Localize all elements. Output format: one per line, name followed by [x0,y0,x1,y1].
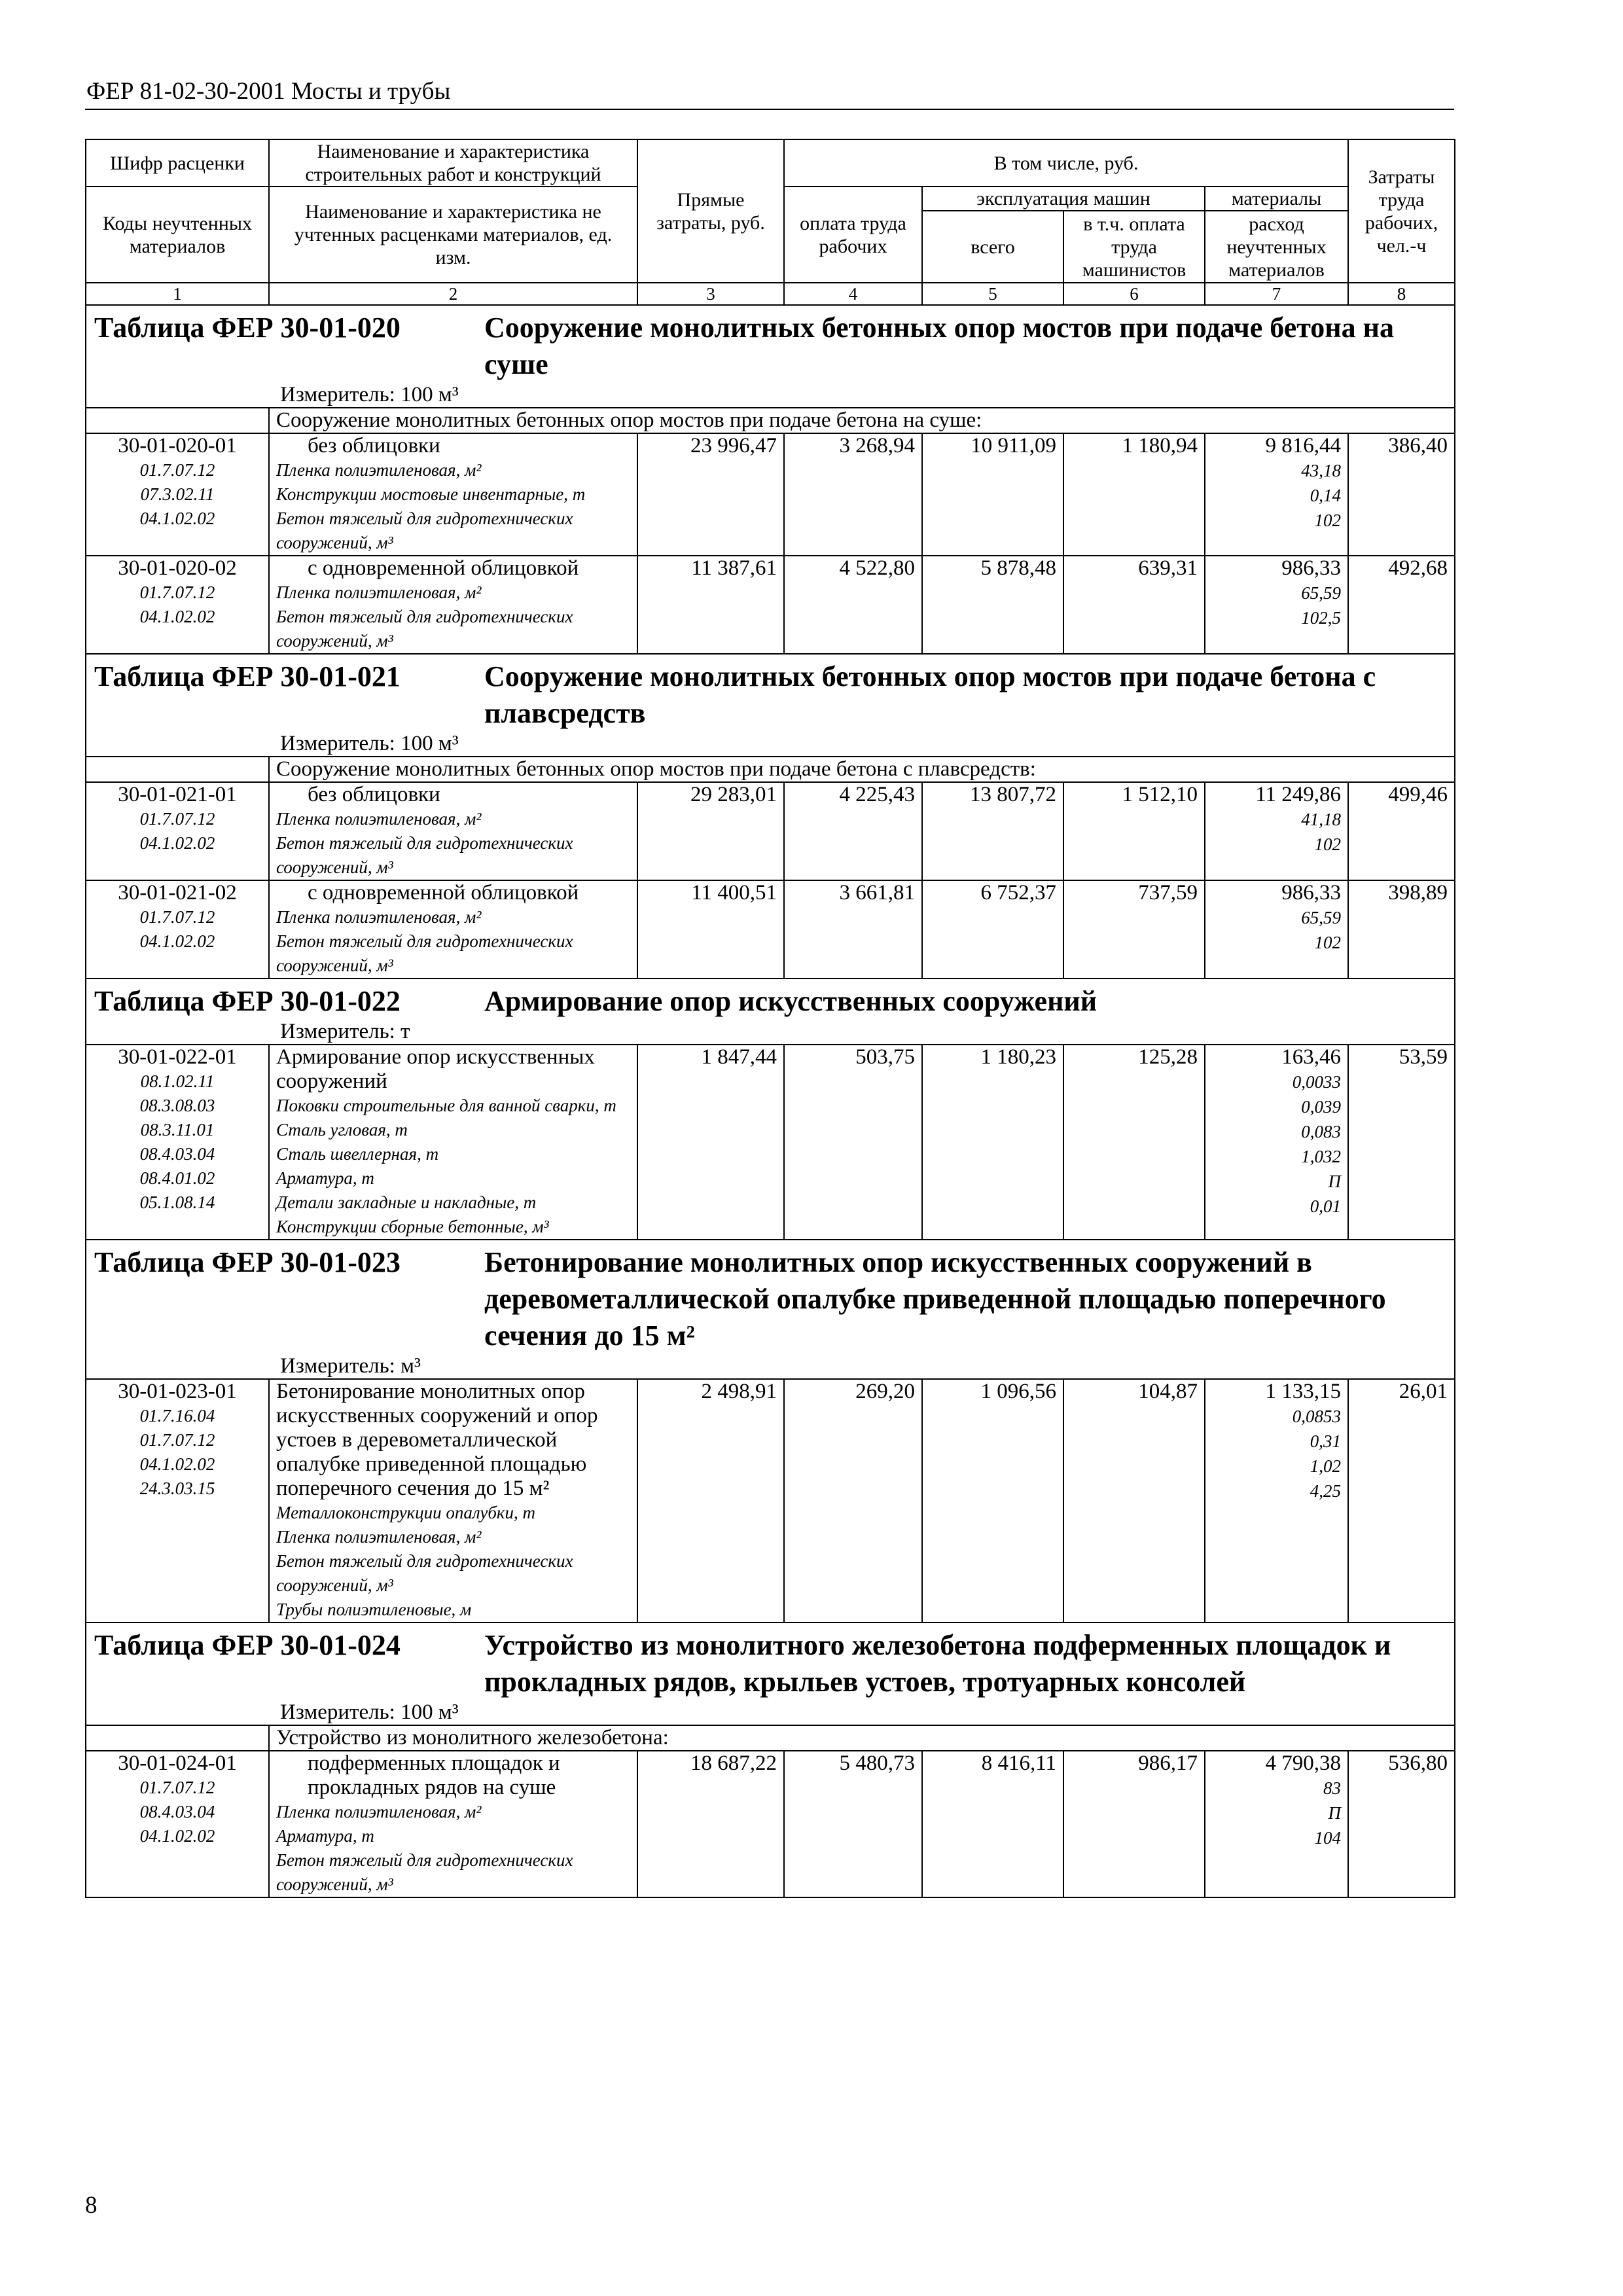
measure-unit: Измеритель: 100 м³ [280,383,459,406]
machinists-wages: 986,17 [1063,1751,1205,1897]
material-qty-line [1212,1094,1341,1119]
col-number: 5 [922,283,1063,305]
material-qty: 83 [1323,1778,1342,1798]
col-machines-header: эксплуатация машин [922,187,1205,211]
group-empty-cell [86,757,269,782]
col-number: 1 [86,283,269,305]
rate-name-cell [269,1045,637,1240]
material-qty-line [1212,1169,1341,1194]
group-row [86,1725,1455,1751]
materials-cost: 4 790,38 [1265,1751,1342,1775]
section-title-row [86,1240,1455,1354]
material-name: Трубы полиэтиленовые, м [276,1600,472,1619]
measure-unit: Измеритель: м³ [280,1354,421,1378]
material-name: Пленка полиэтиленовая, м² [276,1802,482,1821]
material-name: Бетон тяжелый для гидротехнических сооружений, м³ [276,931,573,975]
rate-name-cell [269,1379,637,1623]
machinists-wages: 104,87 [1063,1379,1205,1623]
rate-code-cell [86,556,269,654]
material-qty: 65,59 [1301,908,1342,927]
material-qty: 0,0033 [1292,1072,1342,1092]
material-name: Бетон тяжелый для гидротехнических сооружений, м³ [276,833,573,877]
material-code: 01.7.07.12 [139,907,215,927]
material-qty: 0,083 [1301,1122,1342,1141]
direct-cost: 11 400,51 [637,880,784,978]
materials-cost: 986,33 [1281,556,1342,580]
material-code: 24.3.03.15 [139,1479,215,1498]
material-name: Сталь швеллерная, т [276,1144,439,1164]
measure-cell [86,1700,1455,1725]
material-code: 04.1.02.02 [139,607,215,626]
materials-cost: 9 816,44 [1265,434,1342,457]
wages-cost: 5 480,73 [784,1751,922,1897]
labor-cost: 53,59 [1348,1045,1455,1240]
wages-cost: 503,75 [784,1045,922,1240]
col-materials-header: материалы [1205,187,1348,211]
rate-row [86,433,1455,556]
rate-name: подферменных площадок и прокладных рядов на суше [308,1751,560,1799]
rate-row [86,1045,1455,1240]
rate-name: без облицовки [308,783,440,806]
group-label: Сооружение монолитных бетонных опор мостов при подаче бетона с плавсредств: [269,757,1455,782]
machinists-wages: 737,59 [1063,880,1205,978]
material-qty: 0,14 [1310,486,1342,505]
section-title-cell [86,978,1455,1020]
table-header [86,139,1455,305]
rate-code-cell [86,782,269,880]
material-code: 01.7.16.04 [139,1406,215,1426]
material-qty-line [1212,930,1341,955]
col-labor-header: Затраты труда рабочих, чел.-ч [1348,139,1455,283]
section-title-row [86,978,1455,1020]
rate-name-cell [269,880,637,978]
table-title: Устройство из монолитного железобетона подферменных площадок и прокладных рядов, крыльев устоев, тротуарных консолей [484,1629,1391,1698]
direct-cost: 1 847,44 [637,1045,784,1240]
material-qty-line [1212,1479,1341,1503]
materials-cost-cell [1205,1751,1348,1897]
section-title-row [86,654,1455,732]
material-qty-line [1212,1454,1341,1479]
rate-code-cell [86,1379,269,1623]
measure-unit: Измеритель: 100 м³ [280,1700,459,1724]
material-name: Металлоконструкции опалубки, т [276,1503,536,1522]
material-qty: 104 [1314,1828,1342,1848]
measure-unit: Измеритель: 100 м³ [280,732,459,755]
materials-cost-cell [1205,782,1348,880]
rate-code: 30-01-023-01 [118,1380,237,1403]
machines-cost: 5 878,48 [922,556,1063,654]
material-code: 04.1.02.02 [139,931,215,951]
material-name: Пленка полиэтиленовая, м² [276,583,482,602]
wages-cost: 4 225,43 [784,782,922,880]
rates-table [85,139,1455,1898]
measure-unit: Измеритель: т [280,1020,410,1043]
header-rule [85,109,1454,110]
col-mach-total-header: всего [922,211,1063,283]
direct-cost: 2 498,91 [637,1379,784,1623]
material-qty: 41,18 [1301,810,1342,829]
rate-row [86,1379,1455,1623]
material-qty-line [1212,905,1341,930]
material-code: 01.7.07.12 [139,1430,215,1450]
wages-cost: 3 268,94 [784,433,922,556]
material-code: 08.1.02.11 [140,1071,215,1091]
rate-name: Армирование опор искусственных сооружений [276,1045,595,1093]
material-qty: 1,02 [1310,1456,1342,1476]
material-qty-line [1212,1194,1341,1219]
labor-cost: 386,40 [1348,433,1455,556]
section-title-row [86,305,1455,383]
materials-cost: 11 249,86 [1255,783,1342,806]
section-heading [94,983,1446,1020]
rate-name: с одновременной облицовкой [308,556,579,580]
col-matname-header: Наименование и характеристика не учтенных расценками материалов, ед. изм. [269,187,637,283]
table-title: Сооружение монолитных бетонных опор мостов при подаче бетона с плавсредств [484,660,1376,729]
col-number: 3 [637,283,784,305]
material-code: 08.4.01.02 [139,1168,215,1188]
wages-cost: 269,20 [784,1379,922,1623]
table-title: Армирование опор искусственных сооружений [484,985,1097,1017]
rate-name-cell [269,782,637,880]
materials-cost: 1 133,15 [1265,1380,1342,1403]
labor-cost: 492,68 [1348,556,1455,654]
section-title-cell [86,654,1455,732]
machinists-wages: 1 512,10 [1063,782,1205,880]
materials-cost-cell [1205,1045,1348,1240]
section-heading [94,658,1446,732]
material-code: 08.3.08.03 [139,1096,215,1115]
material-qty: 65,59 [1301,583,1342,603]
col-incl-header: В том числе, руб. [784,139,1348,187]
rate-name: с одновременной облицовкой [308,881,579,905]
machinists-wages: 1 180,94 [1063,433,1205,556]
material-name: Бетон тяжелый для гидротехнических сооружений, м³ [276,1551,573,1595]
section-title-cell [86,1240,1455,1354]
measure-cell [86,732,1455,757]
table-title: Сооружение монолитных бетонных опор мостов при подаче бетона на суше [484,312,1394,380]
rate-name: без облицовки [308,434,440,457]
col-number: 6 [1063,283,1205,305]
material-qty-line [1212,458,1341,483]
measure-row [86,1354,1455,1379]
material-code: 01.7.07.12 [139,460,215,480]
labor-cost: 398,89 [1348,880,1455,978]
material-name: Поковки строительные для ванной сварки, т [276,1096,616,1115]
machines-cost: 10 911,09 [922,433,1063,556]
col-name-header: Наименование и характеристика строительных работ и конструкций [269,139,637,187]
measure-cell [86,383,1455,408]
material-qty: 0,31 [1310,1431,1342,1451]
material-name: Пленка полиэтиленовая, м² [276,907,482,927]
col-matcode-header: Коды неучтенных материалов [86,187,269,283]
col-mach-wages-header: в т.ч. оплата труда машинистов [1063,211,1205,283]
direct-cost: 11 387,61 [637,556,784,654]
material-name: Конструкции сборные бетонные, м³ [276,1217,549,1236]
page-number: 8 [85,2192,98,2219]
materials-cost-cell [1205,1379,1348,1623]
material-qty-line [1212,605,1341,630]
machines-cost: 8 416,11 [922,1751,1063,1897]
section-title-cell [86,1623,1455,1700]
rate-code: 30-01-022-01 [118,1045,237,1069]
material-qty: 4,25 [1310,1481,1342,1501]
measure-cell [86,1020,1455,1045]
table-label: Таблица ФЕР 30-01-022 [94,985,401,1017]
material-name: Пленка полиэтиленовая, м² [276,809,482,829]
machines-cost: 6 752,37 [922,880,1063,978]
direct-cost: 18 687,22 [637,1751,784,1897]
group-label: Сооружение монолитных бетонных опор мостов при подаче бетона на суше: [269,408,1455,433]
col-mat-sub-header: расход неучтенных материалов [1205,211,1348,283]
col-number: 8 [1348,283,1455,305]
material-name: Детали закладные и накладные, т [276,1193,537,1212]
table-label: Таблица ФЕР 30-01-021 [94,660,401,692]
rate-code: 30-01-020-02 [118,556,237,580]
rate-code-cell [86,1751,269,1897]
machines-cost: 1 180,23 [922,1045,1063,1240]
labor-cost: 499,46 [1348,782,1455,880]
material-qty-line [1212,1429,1341,1454]
col-direct-header: Прямые затраты, руб. [637,139,784,283]
rate-row [86,1751,1455,1897]
material-qty-line [1212,581,1341,605]
material-qty: 102 [1314,834,1342,854]
rate-code: 30-01-024-01 [118,1751,237,1775]
col-code-header: Шифр расценки [86,139,269,187]
material-code: 04.1.02.02 [139,1454,215,1474]
material-qty: П [1328,1803,1342,1823]
material-name: Арматура, т [276,1826,374,1846]
machines-cost: 13 807,72 [922,782,1063,880]
material-qty-line [1212,483,1341,508]
rate-code-cell [86,433,269,556]
measure-cell [86,1354,1455,1379]
material-qty: 102,5 [1301,608,1342,628]
measure-row [86,383,1455,408]
group-row [86,408,1455,433]
material-code: 04.1.02.02 [139,509,215,528]
measure-row [86,1700,1455,1725]
material-name: Конструкции мостовые инвентарные, т [276,484,586,504]
col-number: 4 [784,283,922,305]
material-qty-line [1212,1404,1341,1429]
wages-cost: 4 522,80 [784,556,922,654]
table-body [86,305,1455,1897]
labor-cost: 536,80 [1348,1751,1455,1897]
group-label: Устройство из монолитного железобетона: [269,1725,1455,1751]
measure-row [86,732,1455,757]
material-code: 08.3.11.01 [140,1120,215,1139]
group-row [86,757,1455,782]
material-code: 05.1.08.14 [139,1193,215,1212]
rate-name-cell [269,433,637,556]
table-label: Таблица ФЕР 30-01-020 [94,312,401,344]
material-code: 01.7.07.12 [139,1778,215,1797]
wages-cost: 3 661,81 [784,880,922,978]
material-qty-line [1212,1776,1341,1801]
material-qty: 43,18 [1301,461,1342,480]
material-qty: П [1328,1172,1342,1191]
material-qty: 102 [1314,933,1342,952]
table-label: Таблица ФЕР 30-01-023 [94,1246,401,1278]
materials-cost-cell [1205,556,1348,654]
material-name: Бетон тяжелый для гидротехнических сооружений, м³ [276,607,573,651]
rate-code-cell [86,1045,269,1240]
group-empty-cell [86,408,269,433]
material-code: 04.1.02.02 [139,833,215,853]
material-qty-line [1212,832,1341,857]
materials-cost: 163,46 [1281,1045,1342,1069]
section-title-cell [86,305,1455,383]
material-qty-line [1212,508,1341,533]
material-qty-line [1212,1144,1341,1169]
section-heading [94,1244,1446,1354]
material-code: 04.1.02.02 [139,1826,215,1846]
material-qty: 0,039 [1301,1097,1342,1117]
material-code: 01.7.07.12 [139,809,215,829]
material-qty-line [1212,1069,1341,1094]
rate-name: Бетонирование монолитных опор искусственных сооружений и опор устоев в деревометаллической опалубке приведенной площадью поперечного сечения до 15 м² [276,1380,598,1500]
direct-cost: 29 283,01 [637,782,784,880]
group-empty-cell [86,1725,269,1751]
machinists-wages: 125,28 [1063,1045,1205,1240]
rate-row [86,556,1455,654]
material-name: Пленка полиэтиленовая, м² [276,460,482,480]
material-name: Пленка полиэтиленовая, м² [276,1527,482,1547]
direct-cost: 23 996,47 [637,433,784,556]
col-wages-header: оплата труда рабочих [784,187,922,283]
material-qty-line [1212,1119,1341,1144]
material-qty: 102 [1314,511,1342,530]
material-code: 07.3.02.11 [140,484,215,504]
document-header: ФЕР 81-02-30-2001 Мосты и трубы [86,78,451,105]
rate-name-cell [269,1751,637,1897]
section-title-row [86,1623,1455,1700]
materials-cost: 986,33 [1281,881,1342,905]
rate-row [86,782,1455,880]
machinists-wages: 639,31 [1063,556,1205,654]
machines-cost: 1 096,56 [922,1379,1063,1623]
material-code: 08.4.03.04 [139,1144,215,1164]
rate-code: 30-01-021-02 [118,881,237,905]
rate-code: 30-01-020-01 [118,434,237,457]
col-number: 2 [269,283,637,305]
section-heading [94,1627,1446,1700]
material-qty: 0,01 [1310,1196,1342,1216]
material-qty-line [1212,1801,1341,1825]
rate-row [86,880,1455,978]
section-heading [94,310,1446,383]
rate-code: 30-01-021-01 [118,783,237,806]
rate-code-cell [86,880,269,978]
material-name: Бетон тяжелый для гидротехнических сооружений, м³ [276,1850,573,1894]
material-name: Арматура, т [276,1168,374,1188]
labor-cost: 26,01 [1348,1379,1455,1623]
table-title: Бетонирование монолитных опор искусственных сооружений в деревометаллической опалубке приведенной площадью поперечного сечения до 15 м² [484,1246,1386,1352]
material-name: Сталь угловая, т [276,1120,408,1139]
col-number: 7 [1205,283,1348,305]
table-label: Таблица ФЕР 30-01-024 [94,1629,401,1661]
material-qty: 0,0853 [1292,1407,1342,1426]
material-code: 01.7.07.12 [139,583,215,602]
materials-cost-cell [1205,880,1348,978]
material-qty: 1,032 [1301,1147,1342,1166]
material-code: 08.4.03.04 [139,1802,215,1821]
materials-cost-cell [1205,433,1348,556]
material-name: Бетон тяжелый для гидротехнических сооружений, м³ [276,509,573,552]
rate-name-cell [269,556,637,654]
material-qty-line [1212,1825,1341,1850]
material-qty-line [1212,807,1341,832]
measure-row [86,1020,1455,1045]
